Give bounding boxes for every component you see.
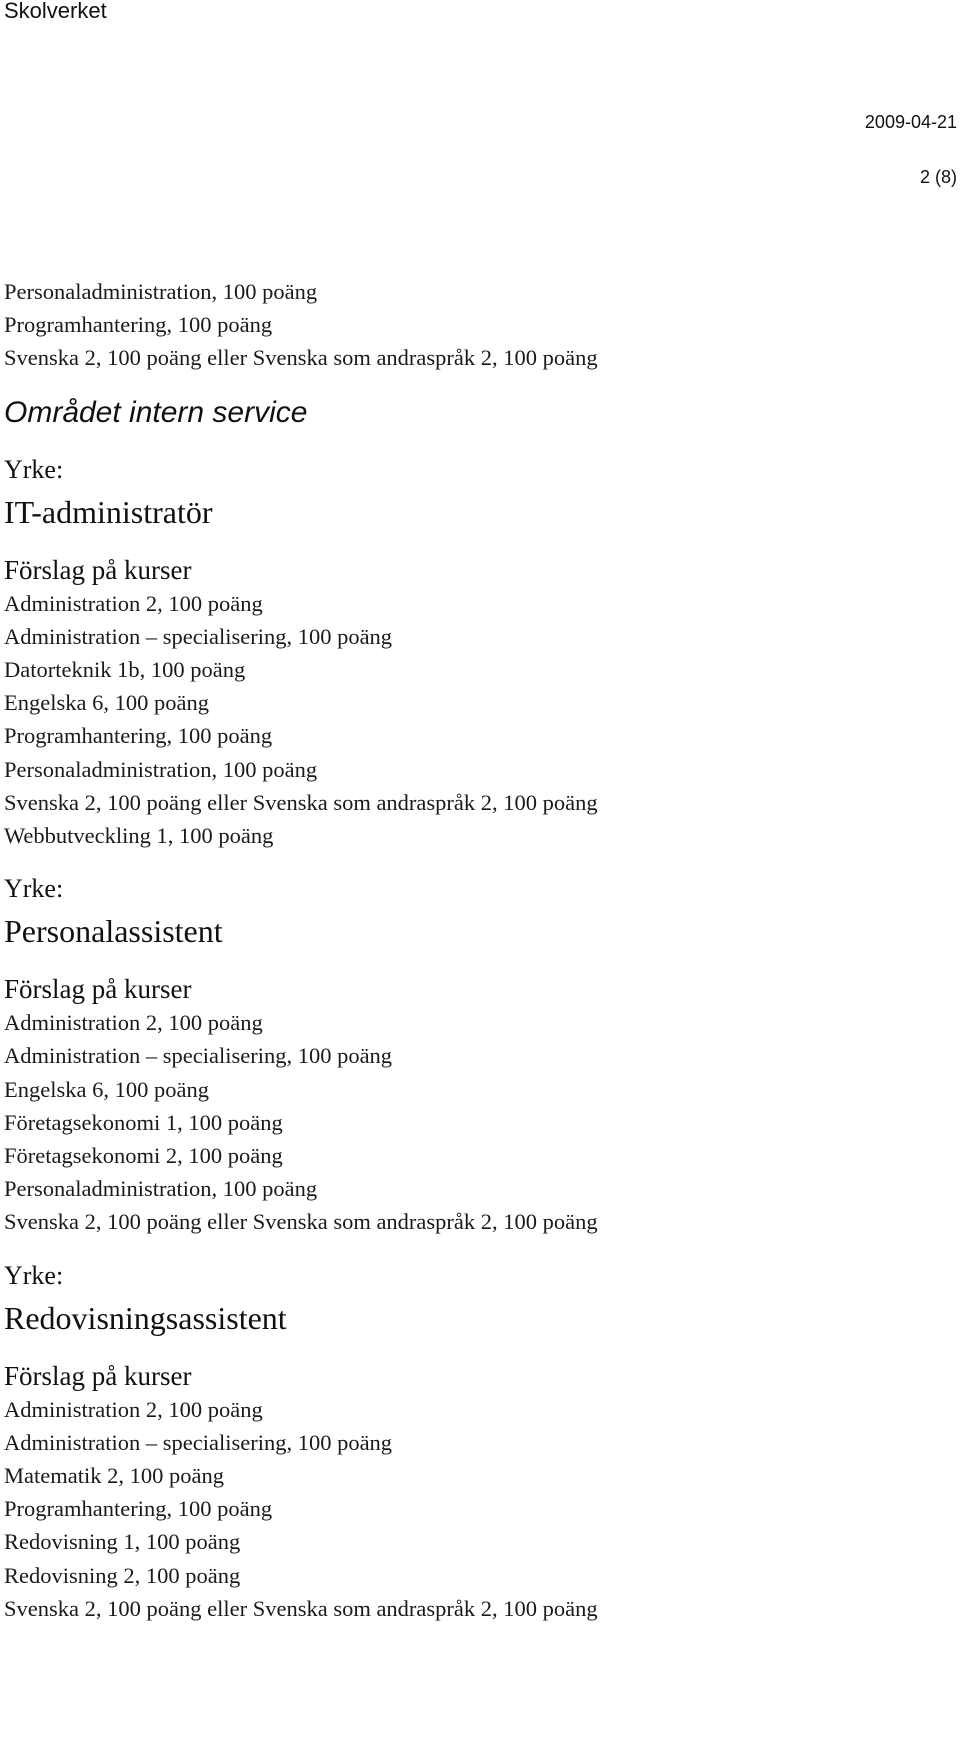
course-line: Svenska 2, 100 poäng eller Svenska som andraspråk 2, 100 poäng: [4, 1209, 598, 1235]
course-line: Svenska 2, 100 poäng eller Svenska som andraspråk 2, 100 poäng: [4, 1595, 598, 1621]
occupation-label: Yrke:: [4, 874, 64, 904]
occupation-section: [4, 872, 954, 1238]
occupation-label: Yrke:: [4, 1260, 64, 1290]
course-line: Administration 2, 100 poäng: [4, 590, 263, 616]
course-line: Svenska 2, 100 poäng eller Svenska som andraspråk 2, 100 poäng: [4, 789, 598, 815]
page-number: 2 (8): [919, 167, 957, 187]
course-line: Programhantering, 100 poäng: [4, 1496, 273, 1522]
course-line: Företagsekonomi 2, 100 poäng: [4, 1143, 283, 1169]
course-line: Personaladministration, 100 poäng: [4, 279, 318, 304]
course-suggestions-heading: Förslag på kurser: [4, 1360, 192, 1391]
occupation-title: Redovisningsassistent: [4, 1299, 287, 1336]
occupation-title: Personalassistent: [4, 913, 223, 950]
course-line: Företagsekonomi 1, 100 poäng: [4, 1109, 283, 1135]
course-list: [4, 1393, 954, 1625]
course-line: Svenska 2, 100 poäng eller Svenska som andraspråk 2, 100 poäng: [4, 345, 598, 371]
course-line: Administration – specialisering, 100 poäng: [4, 1429, 393, 1455]
course-line: Administration 2, 100 poäng: [4, 1010, 263, 1036]
course-suggestions-heading: Förslag på kurser: [4, 554, 192, 585]
occupation-label: Yrke:: [4, 454, 64, 484]
course-line: Datorteknik 1b, 100 poäng: [4, 657, 246, 683]
course-line: Redovisning 1, 100 poäng: [4, 1529, 241, 1555]
course-line: Administration – specialisering, 100 poäng: [4, 623, 393, 649]
course-line: Engelska 6, 100 poäng: [4, 1076, 209, 1102]
course-line: Matematik 2, 100 poäng: [4, 1463, 224, 1489]
course-line: Administration – specialisering, 100 poäng: [4, 1043, 393, 1069]
area-title: Området intern service: [4, 395, 308, 429]
course-line: Webbutveckling 1, 100 poäng: [4, 823, 274, 849]
course-list: [4, 587, 954, 853]
course-line: Programhantering, 100 poäng: [4, 312, 273, 338]
occupation-title: IT-administratör: [4, 493, 213, 530]
course-line: Administration 2, 100 poäng: [4, 1396, 263, 1422]
course-line: Programhantering, 100 poäng: [4, 723, 273, 749]
course-line: Redovisning 2, 100 poäng: [4, 1562, 241, 1588]
course-list: [4, 1006, 954, 1238]
occupation-section: [4, 453, 954, 853]
document-body: [4, 275, 954, 1625]
intro-course-list: [4, 275, 954, 375]
course-line: Personaladministration, 100 poäng: [4, 756, 318, 782]
document-date: 2009-04-21: [864, 112, 957, 132]
course-line: Personaladministration, 100 poäng: [4, 1176, 318, 1202]
course-suggestions-heading: Förslag på kurser: [4, 974, 192, 1005]
course-line: Engelska 6, 100 poäng: [4, 690, 209, 716]
occupation-section: [4, 1259, 954, 1625]
organization-name: Skolverket: [4, 0, 107, 23]
